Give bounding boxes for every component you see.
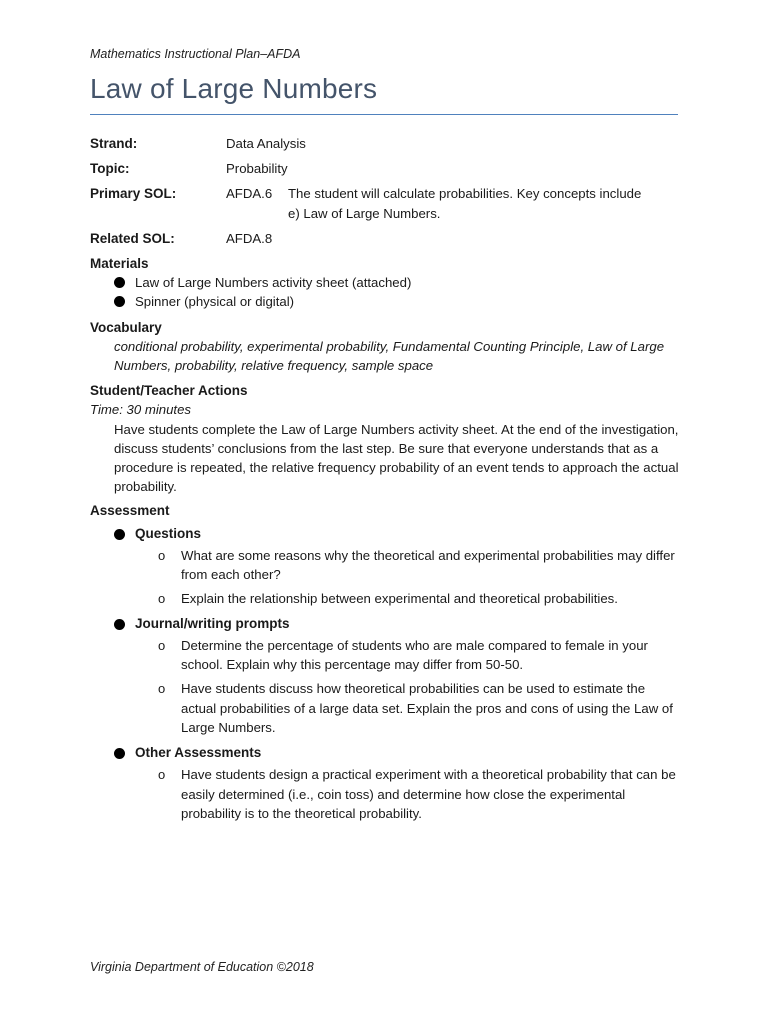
actions-heading: Student/Teacher Actions [90, 383, 248, 399]
list-item: o Determine the percentage of students who are male compared to female in your school. Explain why this percentage may differ from 50-50. [158, 637, 648, 673]
sub-bullet-icon: o [158, 637, 166, 653]
strand-row [90, 134, 680, 153]
related-sol-row [90, 229, 680, 248]
primary-sol-row [90, 184, 680, 222]
assessment-heading: Assessment [90, 503, 170, 519]
time-note: Time: 30 minutes [90, 402, 192, 418]
actions-text: Have students complete the Law of Large Numbers activity sheet. At the end of the investigation, discuss students’ conclusions from the last step. Be sure that everyone understands that as a procedure is repeated, the relative frequency probability of an event tends to approach the actual probability. [114, 421, 679, 495]
bullet-icon [114, 619, 125, 630]
related-sol-value: AFDA.8 [226, 230, 273, 246]
page-footer: Virginia Department of Education ©2018 [90, 960, 314, 974]
vocabulary-heading: Vocabulary [90, 319, 162, 335]
primary-sol-code: AFDA.6 [226, 186, 273, 202]
bullet-icon [114, 529, 125, 540]
topic-label: Topic: [90, 161, 130, 177]
list-item: o Have students discuss how theoretical probabilities can be used to estimate the actual probabilities of a large data set. Explain the pros and cons of using the Law of Large Numbers. [158, 681, 673, 736]
assessment-questions [90, 524, 680, 609]
primary-sol-subitem: e) Law of Large Numbers. [288, 205, 441, 221]
assessment-group-title: Journal/writing prompts [135, 615, 290, 631]
primary-sol-label: Primary SOL: [90, 186, 177, 202]
bullet-icon [114, 277, 125, 288]
document-body [90, 134, 680, 828]
topic-row [90, 159, 680, 178]
assessment-other [90, 743, 680, 824]
sub-bullet-icon: o [158, 591, 166, 607]
strand-value: Data Analysis [226, 136, 306, 151]
materials-heading: Materials [90, 256, 149, 272]
assessment-journal-prompts [90, 614, 680, 738]
materials-list [90, 273, 680, 311]
vocabulary-text: conditional probability, experimental probability, Fundamental Counting Principle, Law of Large Numbers, probability, relative frequency, sample space [114, 338, 665, 374]
topic-value: Probability [226, 161, 288, 177]
list-item: o Have students design a practical experiment with a theoretical probability that can be easily determined (i.e., coin toss) and determine how close the experimental probability is to the theoretical probability. [158, 767, 676, 822]
sub-bullet-icon: o [158, 547, 166, 563]
page-header: Mathematics Instructional Plan–AFDA [90, 47, 301, 61]
primary-sol-text: The student will calculate probabilities. Key concepts include [288, 186, 642, 202]
strand-label: Strand: [90, 136, 138, 151]
bullet-icon [114, 748, 125, 759]
related-sol-label: Related SOL: [90, 230, 175, 246]
list-item: Law of Large Numbers activity sheet (attached) [90, 273, 680, 292]
list-item: Spinner (physical or digital) [90, 292, 680, 311]
page-title: Law of Large Numbers [90, 73, 378, 104]
title-divider [90, 114, 678, 115]
bullet-icon [114, 296, 125, 307]
list-item: o What are some reasons why the theoretical and experimental probabilities may differ from each other? [158, 547, 675, 583]
list-item: o Explain the relationship between experimental and theoretical probabilities. [90, 589, 680, 609]
assessment-group-title: Questions [135, 525, 202, 541]
sub-bullet-icon: o [158, 681, 166, 697]
assessment-group-title: Other Assessments [135, 744, 262, 760]
sub-bullet-icon: o [158, 767, 166, 783]
